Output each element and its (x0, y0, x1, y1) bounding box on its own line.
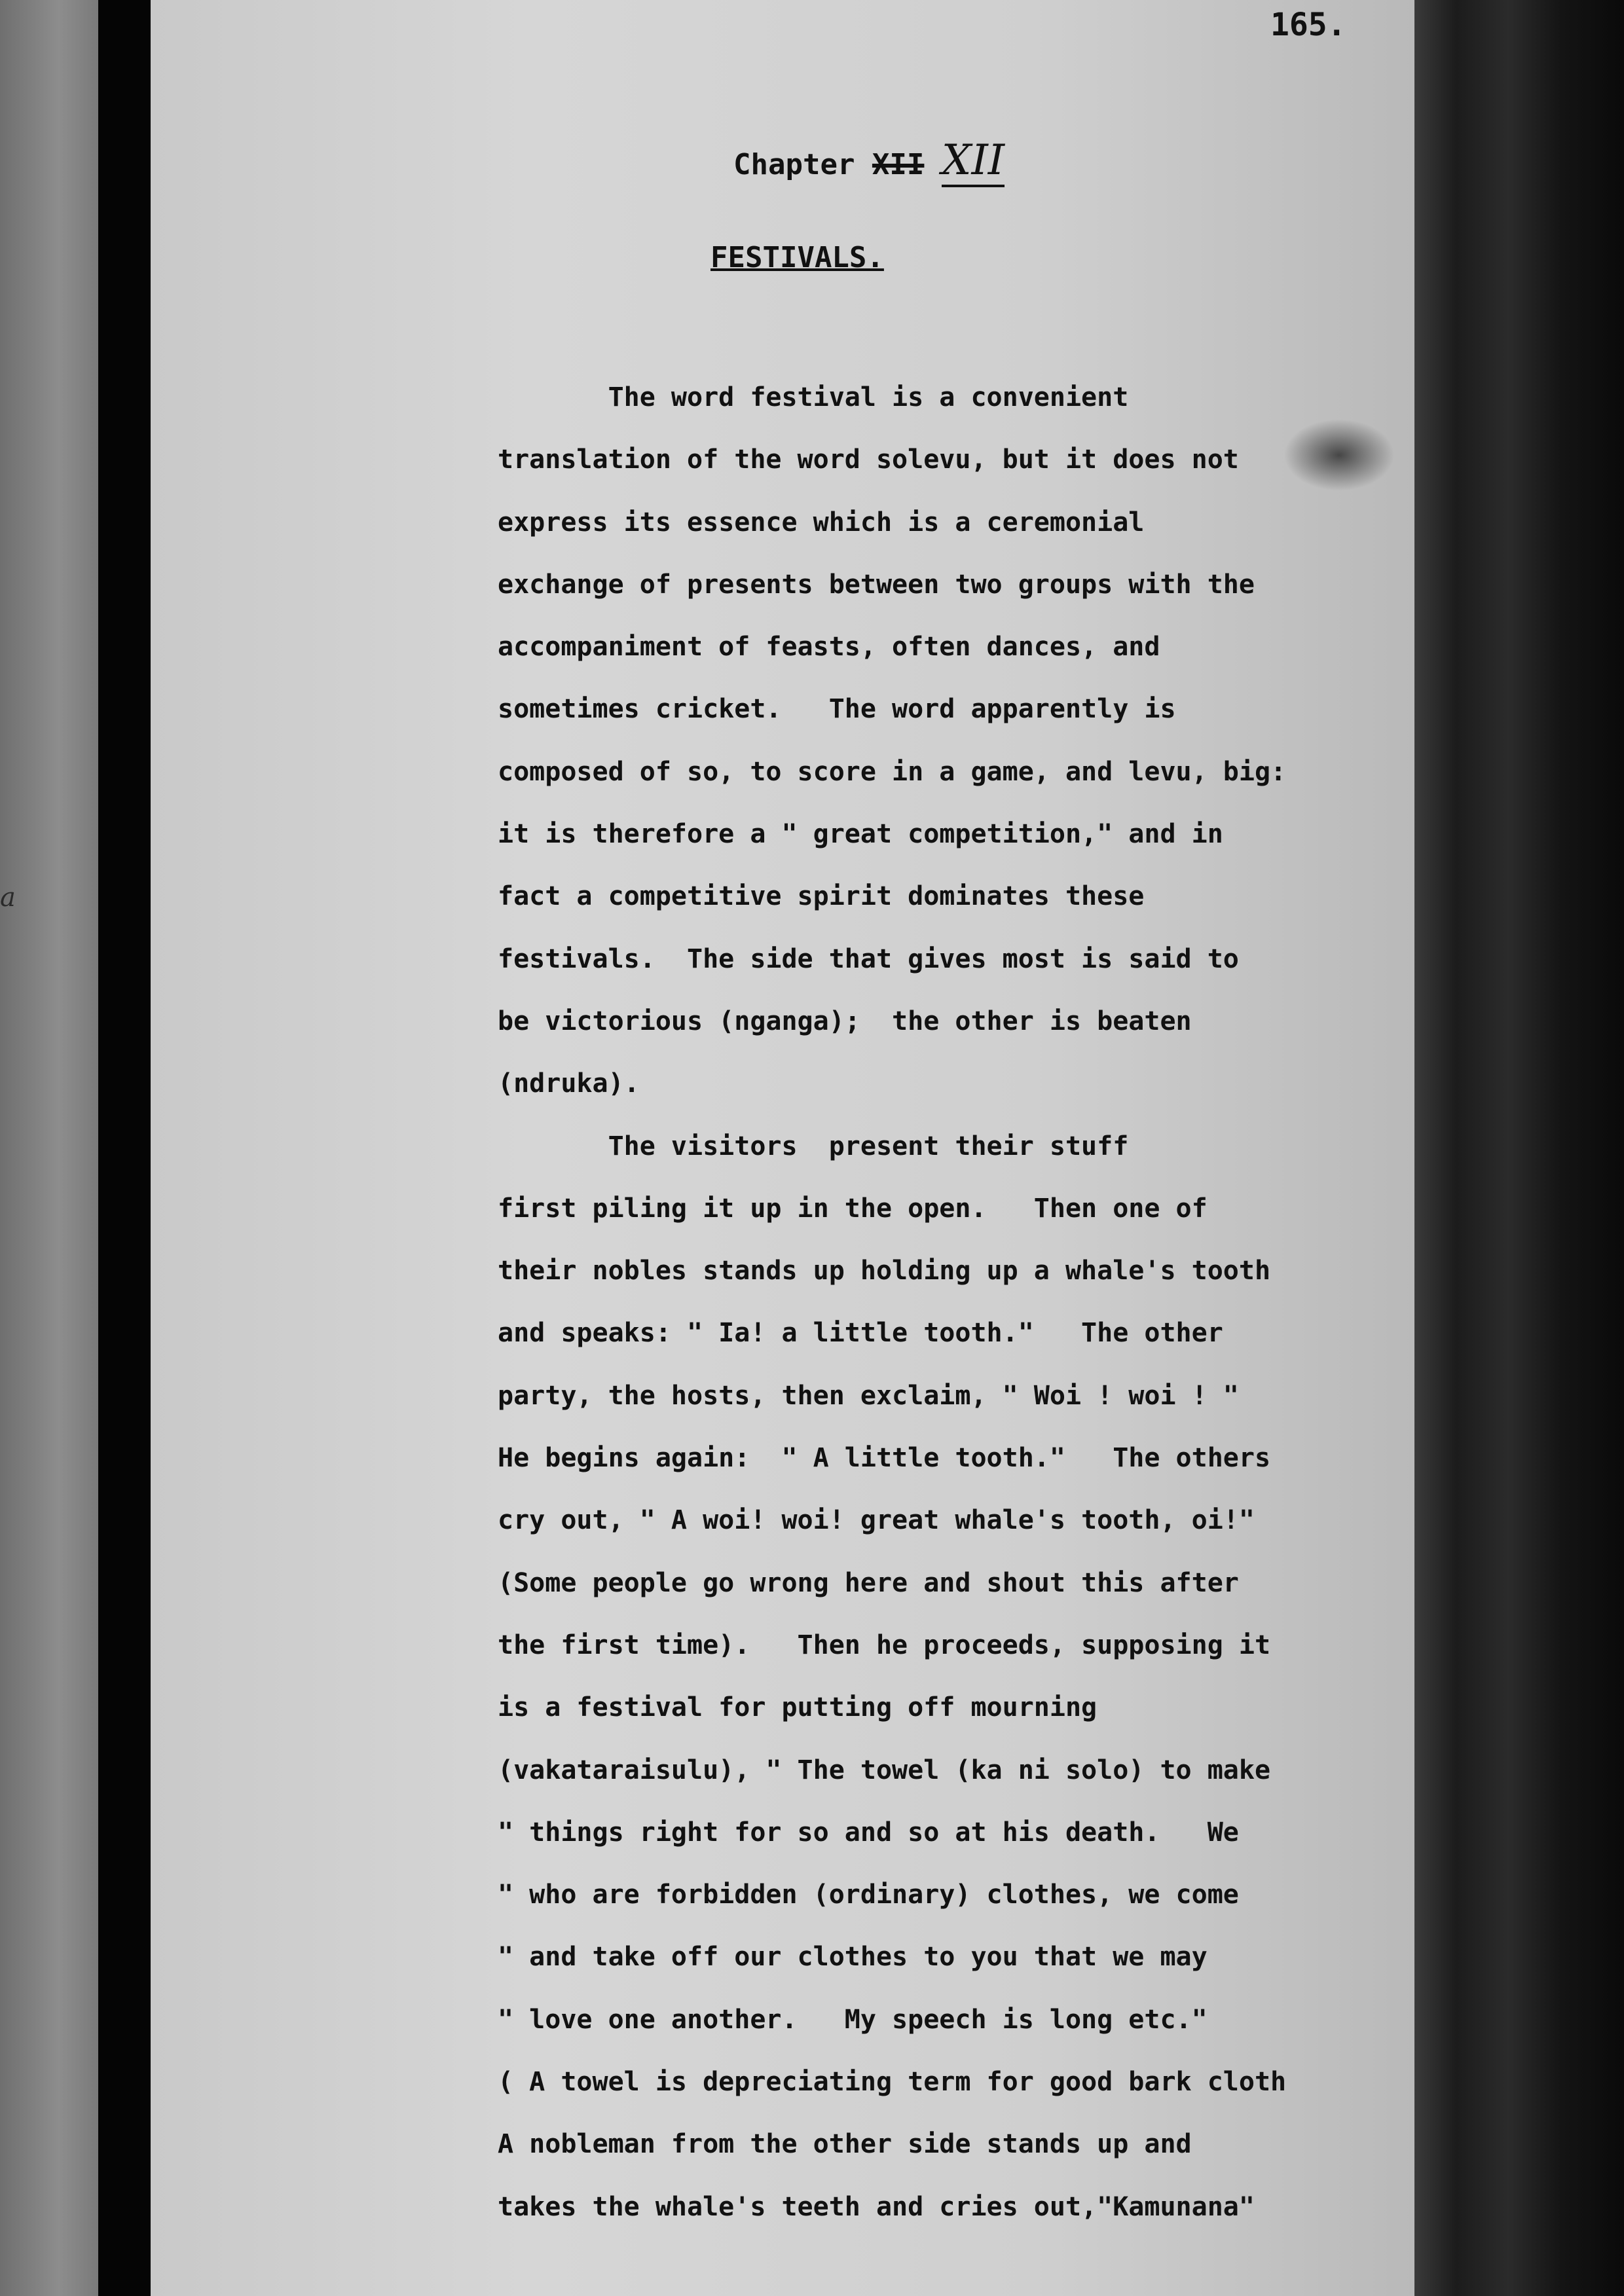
text-line: A nobleman from the other side stands up and (498, 2129, 1192, 2160)
text-line: fact a competitive spirit dominates these (498, 881, 1145, 912)
text-line: " things right for so and so at his death. We (498, 1817, 1239, 1848)
text-line: sometimes cricket. The word apparently is (498, 694, 1176, 725)
text-line: He begins again: " A little tooth." The others (498, 1443, 1271, 1474)
chapter-number-handwritten: XII (942, 136, 1005, 187)
text-line: their nobles stands up holding up a whale's tooth (498, 1256, 1271, 1286)
text-line: party, the hosts, then exclaim, " Woi ! woi ! " (498, 1380, 1239, 1411)
book-gutter (98, 0, 151, 2296)
text-line: (vakataraisulu), " The towel (ka ni solo) to make (498, 1755, 1271, 1785)
section-heading: FESTIVALS. (710, 241, 884, 274)
text-line: first piling it up in the open. Then one of (498, 1193, 1208, 1224)
text-line: and speaks: " Ia! a little tooth." The other (498, 1318, 1223, 1349)
typed-body-text (498, 367, 1401, 2238)
text-line: The visitors present their stuff (498, 1131, 1129, 1161)
text-line: " who are forbidden (ordinary) clothes, we come (498, 1880, 1239, 1910)
text-line: be victorious (nganga); the other is beaten (498, 1006, 1192, 1036)
text-line: " and take off our clothes to you that we may (498, 1942, 1208, 1973)
text-line: cry out, " A woi! woi! great whale's tooth, oi!" (498, 1505, 1255, 1536)
text-line: " love one another. My speech is long etc." (498, 2004, 1208, 2035)
text-line: festivals. The side that gives most is said to (498, 943, 1239, 974)
chapter-number-struck: XII (872, 148, 925, 181)
text-line: composed of so, to score in a game, and levu, big: (498, 756, 1287, 787)
text-line: ( A towel is depreciating term for good bark cloth (498, 2067, 1287, 2098)
text-line: translation of the word solevu, but it does not (498, 445, 1239, 475)
facing-page-edge (0, 0, 98, 2296)
margin-mark: a (0, 883, 16, 913)
text-line: is a festival for putting off mourning (498, 1692, 1098, 1723)
text-line: the first time). Then he proceeds, supposing it (498, 1630, 1271, 1660)
text-line: (Some people go wrong here and shout this after (498, 1567, 1239, 1598)
chapter-title (733, 136, 1005, 185)
text-line: takes the whale's teeth and cries out,"Kamunana" (498, 2191, 1255, 2222)
text-line: it is therefore a " great competition," and in (498, 819, 1223, 850)
text-line: accompaniment of feasts, often dances, and (498, 632, 1160, 663)
text-line: exchange of presents between two groups with the (498, 569, 1255, 600)
text-line: The word festival is a convenient (498, 382, 1129, 412)
page-number: 165. (1270, 7, 1346, 43)
text-line: (ndruka). (498, 1068, 640, 1099)
page-edge-right (1414, 0, 1624, 2296)
text-line: express its essence which is a ceremonial (498, 507, 1145, 538)
chapter-prefix: Chapter (733, 148, 872, 181)
